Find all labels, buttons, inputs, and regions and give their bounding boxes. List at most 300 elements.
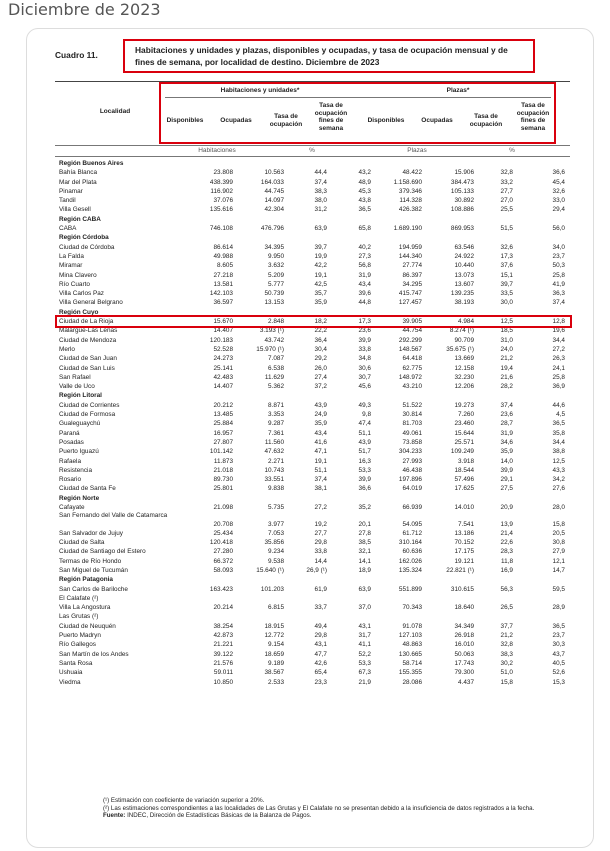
unit-pct-2: % (509, 147, 515, 154)
region-name: Región Buenos Aires (59, 160, 124, 167)
cell-col-1: 89.730 (213, 476, 233, 484)
locality-name: Tandil (59, 197, 76, 205)
cell-col-1: 42.483 (213, 373, 233, 381)
cell-col-3: 29,8 (314, 632, 327, 640)
cell-col-3: 31,2 (314, 206, 327, 214)
cell-col-6: 17.175 (454, 548, 474, 556)
locality-name: Villa La Angostura (59, 604, 111, 612)
cell-col-7: 28,7 (500, 420, 513, 428)
cell-col-1: 66.372 (213, 557, 233, 565)
cell-col-2: 42.304 (264, 206, 284, 214)
cell-col-7: 30,2 (500, 659, 513, 667)
cell-col-8: 34,0 (552, 243, 565, 251)
cell-col-3: 37,4 (314, 476, 327, 484)
locality-name: Río Gallegos (59, 641, 96, 649)
cell-col-7: 23,6 (500, 411, 513, 419)
cell-col-5: 304.233 (398, 448, 422, 456)
cell-col-8: 50,3 (552, 262, 565, 270)
header-group-habitaciones: Habitaciones y unidades* (220, 87, 300, 94)
cell-col-3: 18,2 (314, 318, 327, 326)
cell-col-6: 50.063 (454, 650, 474, 658)
cell-col-8: 12,5 (552, 457, 565, 465)
cell-col-3: 38,3 (314, 187, 327, 195)
unit-plazas: Plazas (407, 147, 427, 154)
cell-col-7: 27,0 (500, 197, 513, 205)
cell-col-8: 56,0 (552, 225, 565, 233)
cell-col-3: 19,1 (314, 271, 327, 279)
cell-col-8: 36,5 (552, 420, 565, 428)
cell-col-5: 1.689.190 (393, 225, 422, 233)
cell-col-2: 9.234 (268, 548, 284, 556)
table-body (55, 159, 570, 687)
table-row (55, 640, 570, 649)
cell-col-5: 49.061 (402, 429, 422, 437)
locality-name: Ciudad de Santiago del Estero (59, 548, 146, 556)
cell-col-8: 27,6 (552, 485, 565, 493)
cell-col-1: 21.221 (213, 641, 233, 649)
cell-col-6: 32.230 (454, 373, 474, 381)
cell-col-4: 51,1 (358, 429, 371, 437)
cell-col-6: 109.249 (450, 448, 474, 456)
cell-col-7: 22,6 (500, 539, 513, 547)
cell-col-6: 22.821 (¹) (446, 566, 474, 574)
cell-col-7: 18,5 (500, 327, 513, 335)
table-row (55, 612, 570, 621)
cell-col-4: 43,4 (358, 280, 371, 288)
locality-name: Merlo (59, 345, 75, 353)
cell-col-6: 13.186 (454, 529, 474, 537)
cell-col-8: 28,9 (552, 604, 565, 612)
cell-col-3: 26,0 (314, 364, 327, 372)
cell-col-4: 52,2 (358, 650, 371, 658)
table-row (55, 429, 570, 438)
cell-col-2: 8.871 (268, 401, 284, 409)
cell-col-1: 38.254 (213, 622, 233, 630)
cell-col-2: 2.848 (268, 318, 284, 326)
cell-col-6: 105.133 (450, 187, 474, 195)
header-plazas-tasa: Tasa de ocupación (469, 113, 503, 128)
cell-col-4: 18,9 (358, 566, 371, 574)
locality-name: Ciudad de Salta (59, 539, 105, 547)
cell-col-1: 42.873 (213, 632, 233, 640)
header-ocupadas: Ocupadas (220, 117, 252, 124)
table-row (55, 410, 570, 419)
table-row (55, 585, 570, 594)
cell-col-7: 56,3 (500, 585, 513, 593)
locality-name: Ciudad de San Juan (59, 355, 117, 363)
cell-col-7: 37,6 (500, 262, 513, 270)
locality-name: Pinamar (59, 187, 83, 195)
cell-col-1: 49.988 (213, 252, 233, 260)
cell-col-5: 194.959 (398, 243, 422, 251)
cell-col-8: 28,0 (552, 503, 565, 511)
cell-col-8: 29,4 (552, 206, 565, 214)
cell-col-2: 9.189 (268, 659, 284, 667)
cell-col-7: 33,5 (500, 290, 513, 298)
cell-col-1: 14.407 (213, 327, 233, 335)
cell-col-4: 39,9 (358, 336, 371, 344)
cell-col-6: 17.625 (454, 485, 474, 493)
table-row (55, 622, 570, 631)
cell-col-1: 52.528 (213, 345, 233, 353)
table-row (55, 475, 570, 484)
cell-col-1: 11.873 (213, 457, 233, 465)
cell-col-5: 148.567 (398, 345, 422, 353)
cell-col-7: 15,8 (500, 678, 513, 686)
locality-name: Posadas (59, 438, 84, 446)
cell-col-1: 101.142 (209, 448, 233, 456)
region-name: Región Norte (59, 494, 100, 502)
table-row (55, 373, 570, 382)
cell-col-6: 35.675 (¹) (446, 345, 474, 353)
cell-col-1: 135.616 (209, 206, 233, 214)
locality-name: Mar del Plata (59, 178, 97, 186)
cell-col-2: 44.745 (264, 187, 284, 195)
table-row (55, 547, 570, 556)
cell-col-2: 9.538 (268, 557, 284, 565)
header-tasa-fines: Tasa de ocupación fines de semana (314, 102, 348, 132)
cell-col-3: 37,2 (314, 383, 327, 391)
cell-col-4: 43,1 (358, 622, 371, 630)
cell-col-4: 34,8 (358, 355, 371, 363)
source-text: INDEC, Dirección de Estadísticas Básicas de la Balanza de Pagos. (127, 812, 312, 819)
cell-col-8: 12,8 (552, 318, 565, 326)
locality-name: El Calafate (²) (59, 594, 99, 602)
cell-col-3: 38,0 (314, 197, 327, 205)
cell-col-4: 45,6 (358, 383, 371, 391)
cell-col-4: 39,6 (358, 290, 371, 298)
cell-col-2: 12.772 (264, 632, 284, 640)
cell-col-6: 17.743 (454, 659, 474, 667)
table-row (55, 538, 570, 547)
locality-name: Puerto Madryn (59, 632, 101, 640)
cell-col-1: 13.485 (213, 411, 233, 419)
locality-name: San Martín de los Andes (59, 650, 129, 658)
cell-col-8: 38,8 (552, 448, 565, 456)
cell-col-6: 63.546 (454, 243, 474, 251)
cell-col-2: 101.203 (260, 585, 284, 593)
cell-col-7: 38,3 (500, 650, 513, 658)
cell-col-1: 120.183 (209, 336, 233, 344)
cell-col-6: 23.460 (454, 420, 474, 428)
table-row (55, 457, 570, 466)
cell-col-4: 49,3 (358, 401, 371, 409)
cell-col-4: 67,3 (358, 669, 371, 677)
cell-col-6: 25.571 (454, 438, 474, 446)
cell-col-1: 20.214 (213, 604, 233, 612)
cell-col-5: 62.775 (402, 364, 422, 372)
cell-col-6: 310.615 (450, 585, 474, 593)
cell-col-8: 59,5 (552, 585, 565, 593)
cell-col-6: 108.886 (450, 206, 474, 214)
cell-col-3: 35,7 (314, 290, 327, 298)
cell-col-2: 10.563 (264, 169, 284, 177)
cell-col-4: 27,8 (358, 529, 371, 537)
cell-col-1: 116.902 (210, 187, 233, 195)
cell-col-8: 36,3 (552, 290, 565, 298)
cell-col-2: 18.659 (264, 650, 284, 658)
cell-col-8: 41,9 (552, 280, 565, 288)
cell-col-4: 36,5 (358, 206, 371, 214)
cell-col-7: 14,0 (500, 457, 513, 465)
table-row (55, 289, 570, 298)
cell-col-6: 26.918 (454, 632, 474, 640)
region-header-row (55, 575, 570, 584)
cell-col-1: 8.605 (217, 262, 233, 270)
cell-col-4: 53,3 (358, 659, 371, 667)
table-row (55, 243, 570, 252)
cell-col-5: 48.422 (402, 169, 422, 177)
cell-col-7: 32,8 (500, 641, 513, 649)
cell-col-4: 63,9 (358, 585, 371, 593)
cell-col-5: 135.324 (398, 566, 422, 574)
cell-col-7: 37,4 (500, 401, 513, 409)
cell-col-7: 28,3 (500, 548, 513, 556)
cell-col-7: 27,5 (500, 485, 513, 493)
locality-name: Puerto Iguazú (59, 448, 99, 456)
table-row (55, 280, 570, 289)
cell-col-2: 43.742 (264, 336, 284, 344)
cell-col-3: 29,2 (314, 355, 327, 363)
cell-col-1: 13.581 (213, 280, 233, 288)
cell-col-6: 57.496 (454, 476, 474, 484)
table-row (55, 252, 570, 261)
source-line (103, 812, 573, 820)
cell-col-3: 35,9 (314, 299, 327, 307)
cell-col-2: 9.287 (268, 420, 284, 428)
locality-name: Viedma (59, 678, 81, 686)
cell-col-8: 24,1 (552, 364, 565, 372)
cell-col-5: 64.019 (402, 485, 422, 493)
cell-col-8: 27,2 (552, 345, 565, 353)
cell-col-3: 33,7 (314, 604, 327, 612)
cell-col-3: 47,1 (314, 448, 327, 456)
cell-col-3: 26,9 (¹) (306, 566, 327, 574)
table-row (55, 354, 570, 363)
cell-col-7: 25,5 (500, 206, 513, 214)
cell-col-8: 30,8 (552, 539, 565, 547)
cell-col-5: 43.210 (402, 383, 422, 391)
cell-col-7: 31,0 (500, 336, 513, 344)
cell-col-8: 52,6 (552, 669, 565, 677)
cell-col-3: 44,4 (314, 169, 327, 177)
cell-col-6: 19.273 (454, 401, 474, 409)
cell-col-2: 10.743 (264, 466, 284, 474)
header-tasa: Tasa de ocupación (269, 113, 303, 128)
cell-col-6: 79.300 (454, 669, 474, 677)
cell-col-5: 127.103 (398, 632, 422, 640)
header-plazas-tasa-fines: Tasa de ocupación fines de semana (516, 102, 550, 132)
locality-name: Ciudad de Neuquén (59, 622, 116, 630)
cell-col-3: 23,3 (314, 678, 327, 686)
cell-col-7: 13,9 (500, 521, 513, 529)
header-plazas-ocupadas: Ocupadas (421, 117, 453, 124)
locality-name: San Fernando del Valle de Catamarca (59, 512, 168, 520)
region-name: Región Litoral (59, 392, 102, 400)
cell-col-3: 43,4 (314, 429, 327, 437)
cell-col-8: 44,6 (552, 401, 565, 409)
cell-col-5: 426.382 (398, 206, 422, 214)
cell-col-8: 15,3 (552, 678, 565, 686)
locality-name: Ciudad de La Rioja (59, 318, 114, 326)
cell-col-5: 66.939 (402, 503, 422, 511)
cell-col-6: 8.274 (¹) (449, 327, 474, 335)
cell-col-2: 33.551 (264, 476, 284, 484)
cell-col-5: 30.814 (402, 411, 422, 419)
cell-col-5: 91.078 (402, 622, 422, 630)
table-row (55, 196, 570, 205)
cell-col-1: 36.597 (213, 299, 233, 307)
locality-name: Termas de Río Hondo (59, 557, 122, 565)
cell-col-5: 70.343 (402, 604, 422, 612)
cell-col-1: 25.434 (213, 529, 233, 537)
region-name: Región Cuyo (59, 308, 99, 316)
cell-col-6: 19.121 (454, 557, 474, 565)
cell-col-8: 36,5 (552, 622, 565, 630)
cell-col-4: 32,1 (358, 548, 371, 556)
cell-col-8: 15,8 (552, 521, 565, 529)
cell-col-6: 70.152 (454, 539, 474, 547)
cell-col-1: 25.801 (213, 485, 233, 493)
cell-col-7: 29,1 (500, 476, 513, 484)
cell-col-3: 36,4 (314, 336, 327, 344)
table-row (55, 678, 570, 687)
locality-name: Ciudad de San Luis (59, 364, 115, 372)
cell-col-6: 12.206 (454, 383, 474, 391)
cell-col-5: 130.665 (398, 650, 422, 658)
table-row (55, 205, 570, 214)
header-localidad: Localidad (99, 108, 131, 115)
cell-col-2: 50.739 (264, 290, 284, 298)
cell-col-8: 19,6 (552, 327, 565, 335)
footnote-1: (¹) Estimación con coeficiente de variación superior a 20%. (103, 797, 265, 804)
cell-col-1: 27.280 (213, 548, 233, 556)
cell-col-7: 37,7 (500, 622, 513, 630)
cell-col-5: 86.397 (402, 271, 422, 279)
locality-name: San Miguel de Tucumán (59, 566, 128, 574)
cell-col-6: 14.010 (454, 503, 474, 511)
table-row (55, 650, 570, 659)
table-row (55, 271, 570, 280)
cell-col-6: 13.073 (454, 271, 474, 279)
cell-col-4: 39,9 (358, 476, 371, 484)
locality-name: Resistencia (59, 466, 93, 474)
unit-habitaciones: Habitaciones (198, 147, 236, 154)
cell-col-4: 31,9 (358, 271, 371, 279)
cell-col-8: 14,7 (552, 566, 565, 574)
cell-col-7: 51,0 (500, 669, 513, 677)
cell-col-5: 310.164 (398, 539, 422, 547)
cell-col-8: 23,7 (552, 252, 565, 260)
table-row (55, 603, 570, 612)
cell-col-3: 63,9 (314, 225, 327, 233)
cell-col-6: 13.607 (454, 280, 474, 288)
cell-col-4: 44,8 (358, 299, 371, 307)
cell-col-8: 25,8 (552, 271, 565, 279)
cell-col-4: 21,9 (358, 678, 371, 686)
cell-col-2: 6.538 (268, 364, 284, 372)
cell-col-6: 4.984 (458, 318, 474, 326)
cell-col-8: 30,3 (552, 641, 565, 649)
cell-col-4: 43,8 (358, 197, 371, 205)
locality-name: Villa General Belgrano (59, 299, 123, 307)
cell-col-3: 29,8 (314, 539, 327, 547)
table-row (55, 529, 570, 538)
cell-col-7: 17,3 (500, 252, 513, 260)
cell-col-1: 20.212 (213, 401, 233, 409)
cell-col-2: 5.777 (268, 280, 284, 288)
cell-col-5: 379.346 (398, 187, 422, 195)
cell-col-7: 21,2 (500, 632, 513, 640)
table-row (55, 178, 570, 187)
cell-col-3: 43,9 (314, 401, 327, 409)
row-highlight-box (55, 315, 572, 328)
cell-col-7: 30,0 (500, 299, 513, 307)
cell-col-7: 31,9 (500, 429, 513, 437)
cell-col-7: 39,9 (500, 466, 513, 474)
cell-col-2: 6.815 (268, 604, 284, 612)
cell-col-3: 19,9 (314, 252, 327, 260)
cell-col-2: 3.193 (¹) (259, 327, 284, 335)
table-card (26, 28, 594, 848)
table-row (55, 345, 570, 354)
cell-col-4: 27,3 (358, 252, 371, 260)
locality-name: Las Grutas (²) (59, 613, 99, 621)
region-name: Región Córdoba (59, 234, 109, 242)
cell-col-2: 9.838 (268, 485, 284, 493)
locality-name: Bahía Blanca (59, 169, 98, 177)
cell-col-2: 9.154 (268, 641, 284, 649)
cell-col-8: 32,6 (552, 187, 565, 195)
cell-col-1: 59.011 (213, 669, 233, 677)
cell-col-8: 34,4 (552, 336, 565, 344)
cell-col-7: 27,7 (500, 187, 513, 195)
cell-col-2: 5.362 (268, 383, 284, 391)
locality-name: Rosario (59, 476, 82, 484)
cell-col-7: 21,2 (500, 355, 513, 363)
cell-col-4: 31,7 (358, 632, 371, 640)
cell-col-1: 37.076 (213, 197, 233, 205)
cell-col-6: 3.918 (458, 457, 474, 465)
region-header-row (55, 391, 570, 400)
cell-col-5: 39.905 (402, 318, 422, 326)
table-row (55, 659, 570, 668)
cell-col-2: 5.735 (268, 503, 284, 511)
cell-col-8: 36,6 (552, 169, 565, 177)
cell-col-5: 46.438 (402, 466, 422, 474)
cell-col-6: 38.193 (454, 299, 474, 307)
locality-name: Ciudad de Córdoba (59, 243, 115, 251)
cell-col-5: 28.086 (402, 678, 422, 686)
cell-col-2: 476.796 (260, 225, 284, 233)
page-caption: Diciembre de 2023 (8, 0, 161, 19)
cell-col-3: 39,7 (314, 243, 327, 251)
cell-col-8: 34,4 (552, 438, 565, 446)
table-row (55, 168, 570, 177)
header-bottom-rule (55, 145, 570, 146)
cell-col-4: 9,8 (362, 411, 371, 419)
table-row (55, 224, 570, 233)
cell-col-2: 11.629 (264, 373, 284, 381)
table-row (55, 566, 570, 575)
cell-col-4: 20,1 (358, 521, 371, 529)
cell-col-5: 127.457 (398, 299, 422, 307)
cell-col-6: 90.709 (454, 336, 474, 344)
cell-col-5: 114.328 (399, 197, 422, 205)
cell-col-7: 12,5 (500, 318, 513, 326)
cell-col-1: 120.418 (209, 539, 233, 547)
cell-col-5: 34.295 (402, 280, 422, 288)
